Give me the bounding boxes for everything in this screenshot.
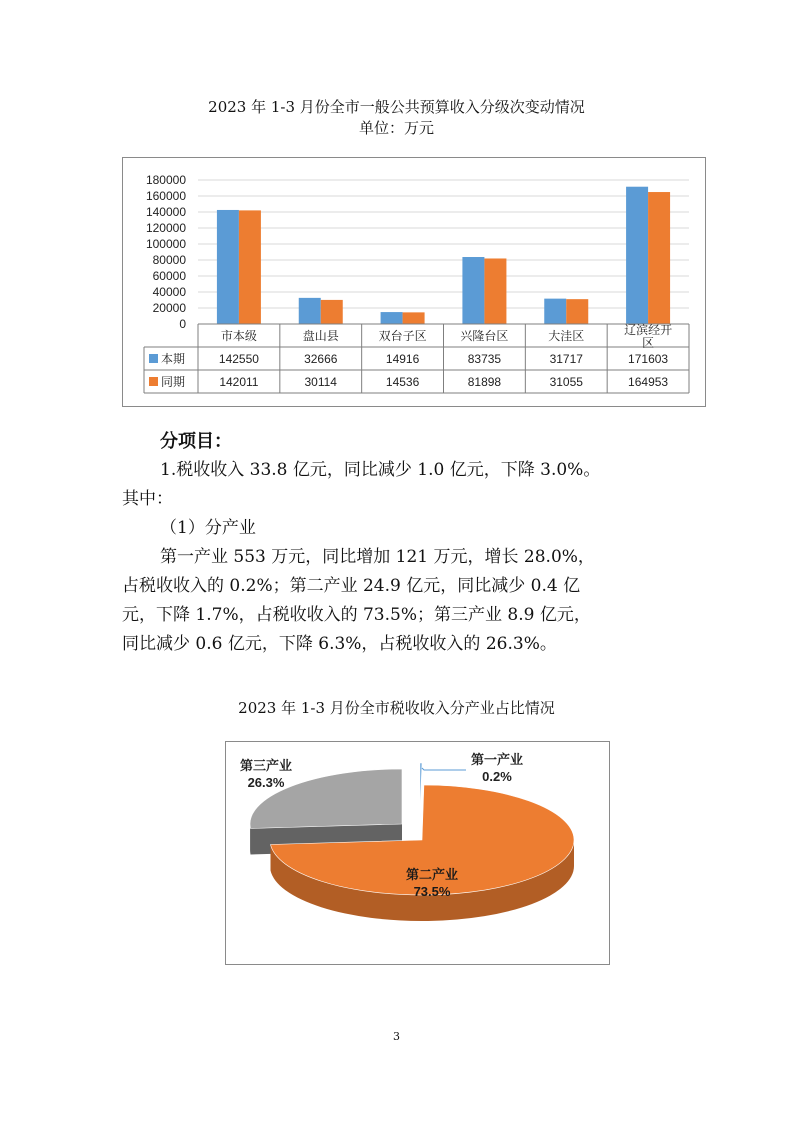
page-number: 3 — [393, 1030, 400, 1043]
pie-chart-title: 2023 年 1-3 月份全市税收收入分产业占比情况 — [238, 699, 555, 717]
bar-current — [626, 187, 648, 324]
y-tick-label: 80000 — [152, 253, 186, 267]
bar-current — [381, 312, 403, 324]
bar-prior — [566, 299, 588, 324]
y-tick-label: 160000 — [145, 189, 186, 203]
bar-prior — [648, 192, 670, 324]
pie-chart-container — [225, 741, 610, 965]
paragraph-line: 1.税收收入 33.8 亿元，同比减少 1.0 亿元，下降 3.0%。 — [160, 460, 601, 480]
y-tick-label: 60000 — [152, 269, 186, 283]
x-category-label: 大洼区 — [548, 329, 585, 343]
y-tick-label: 0 — [179, 317, 186, 331]
bar-current — [299, 298, 321, 324]
bar-chart-title: 2023 年 1-3 月份全市一般公共预算收入分级次变动情况 — [208, 98, 585, 116]
x-category-label: 盘山县 — [302, 329, 339, 343]
bar-current — [217, 210, 239, 324]
y-tick-label: 20000 — [152, 301, 186, 315]
data-table-cell: 142550 — [218, 352, 259, 366]
y-tick-label: 180000 — [145, 173, 186, 187]
bar-current — [462, 257, 484, 324]
bar-prior — [484, 258, 506, 324]
data-table-cell: 83735 — [467, 352, 502, 366]
pie-slice-value: 0.2% — [482, 769, 512, 784]
y-tick-label: 140000 — [145, 205, 186, 219]
paragraph-line: 第一产业 553 万元，同比增加 121 万元，增长 28.0%， — [160, 547, 595, 567]
bar-prior — [239, 210, 261, 324]
bar-current — [544, 299, 566, 324]
paragraph-line: 元，下降 1.7%，占税收收入的 73.5%；第三产业 8.9 亿元， — [122, 605, 591, 625]
pie-slice-name: 第一产业 — [470, 752, 524, 767]
data-table-cell: 14536 — [385, 375, 420, 389]
legend-label: 本期 — [161, 352, 186, 366]
pie-chart — [226, 742, 609, 964]
legend-swatch — [149, 354, 158, 363]
subsection-heading: （1）分产业 — [160, 518, 256, 538]
data-table-cell: 164953 — [628, 375, 669, 389]
bar-chart-subtitle: 单位：万元 — [358, 119, 434, 137]
data-table-cell: 171603 — [628, 352, 669, 366]
y-tick-label: 120000 — [145, 221, 186, 235]
y-tick-label: 40000 — [152, 285, 186, 299]
pie-slice-name: 第三产业 — [239, 758, 293, 773]
paragraph-line: 其中： — [122, 489, 173, 509]
x-category-label: 兴隆台区 — [460, 329, 509, 343]
pie-slice — [420, 763, 422, 818]
data-table-cell: 81898 — [467, 375, 502, 389]
pie-slice-value: 26.3% — [247, 775, 285, 790]
leader-line — [422, 768, 466, 770]
pie-slice-name: 第二产业 — [405, 867, 459, 882]
data-table-cell: 32666 — [304, 352, 338, 366]
paragraph-line: 同比减少 0.6 亿元，下降 6.3%，占税收收入的 26.3%。 — [122, 634, 557, 654]
x-category-label: 双台子区 — [378, 329, 427, 343]
legend-label: 同期 — [161, 375, 186, 389]
x-category-label: 市本级 — [220, 329, 257, 343]
pie-slice-value: 73.5% — [413, 884, 451, 899]
data-table-cell: 30114 — [304, 375, 337, 389]
bar-prior — [403, 312, 425, 324]
data-table-cell: 14916 — [385, 352, 420, 366]
data-table-cell: 31717 — [549, 352, 583, 366]
bar-prior — [321, 300, 343, 324]
bar-chart-container — [122, 157, 706, 407]
section-heading: 分项目： — [160, 431, 232, 452]
legend-swatch — [149, 377, 158, 386]
x-category-label: 辽滨经开 — [624, 323, 673, 337]
bar-chart — [123, 158, 705, 406]
x-category-label: 区 — [642, 336, 655, 350]
paragraph-line: 占税收收入的 0.2%；第二产业 24.9 亿元，同比减少 0.4 亿 — [122, 576, 581, 596]
data-table-cell: 142011 — [219, 375, 259, 389]
y-tick-label: 100000 — [145, 237, 186, 251]
data-table-cell: 31055 — [549, 375, 583, 389]
